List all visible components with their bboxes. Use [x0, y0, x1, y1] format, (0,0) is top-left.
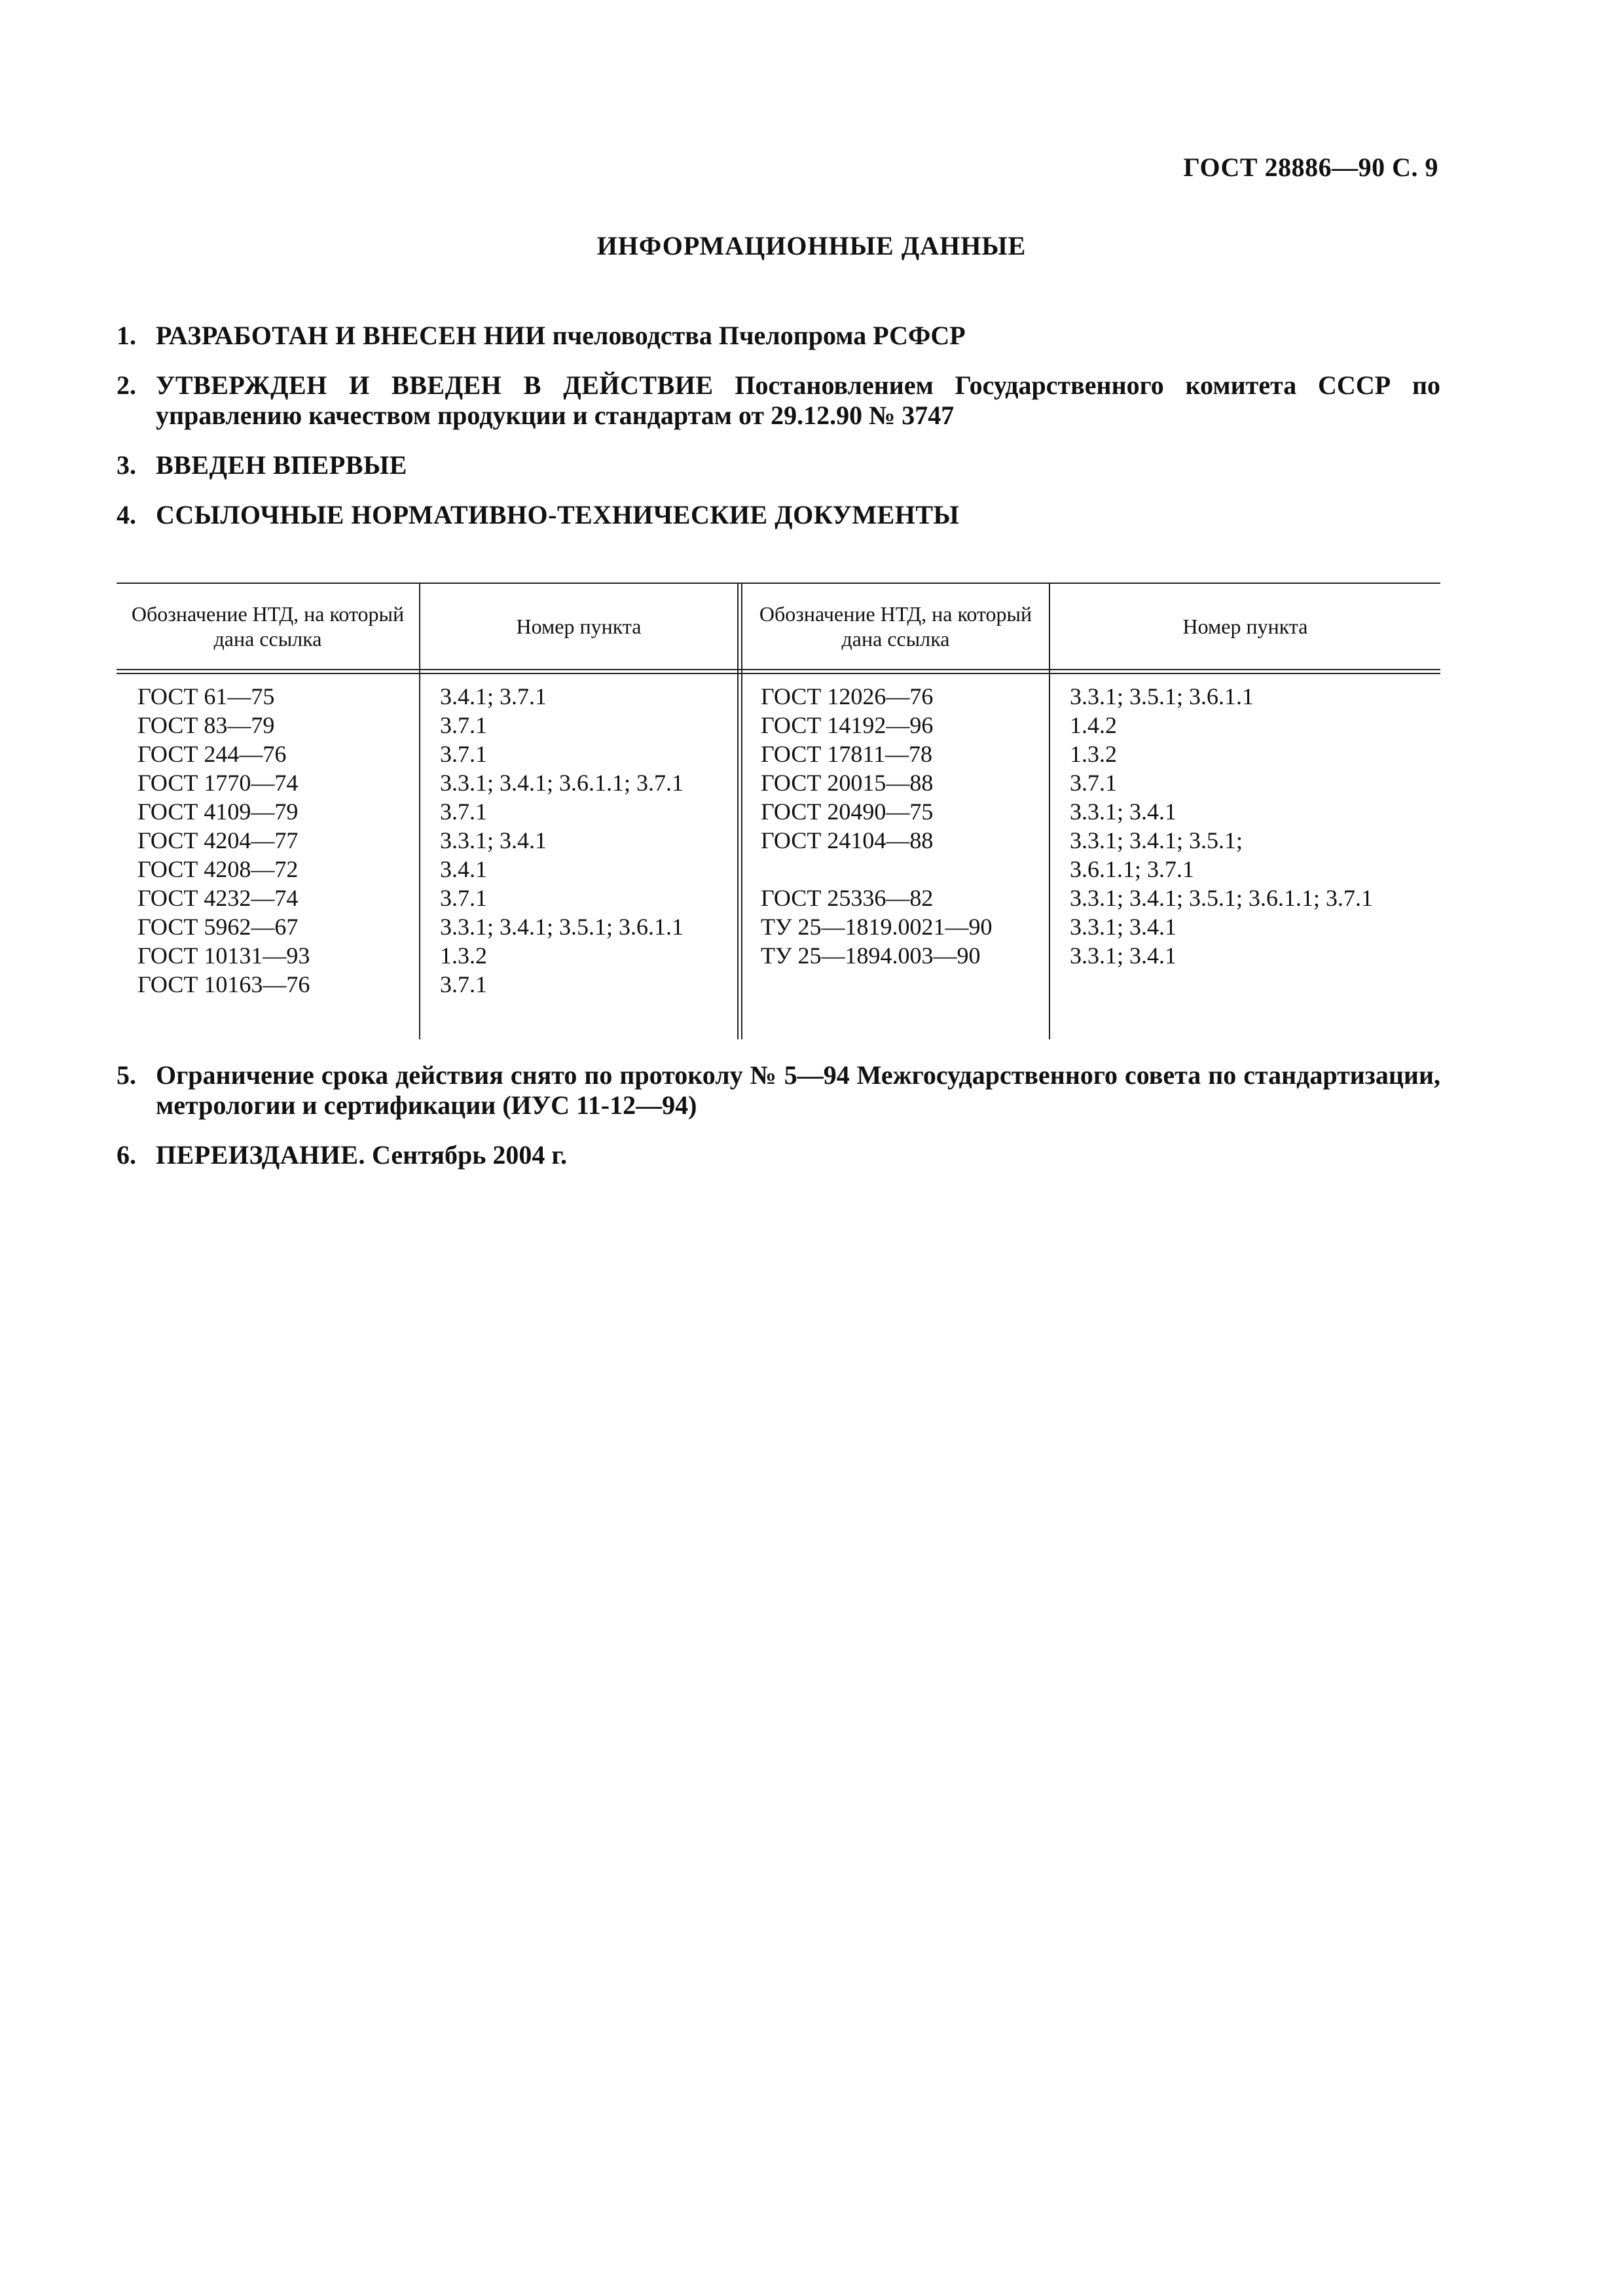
table-cell: ГОСТ 4208—72 — [137, 856, 299, 882]
table-cell: 3.4.1 — [440, 856, 487, 882]
info-item-1 — [117, 321, 1440, 351]
table-cell: ГОСТ 4204—77 — [137, 827, 299, 853]
item-text: Постановлением Государственного комитета СССР по управлению качеством продукции и стандартам от 29.12.90 № 3747 — [156, 370, 1441, 430]
table-cell: ГОСТ 25336—82 — [761, 885, 934, 911]
header-clause-left: Номер пункта — [516, 615, 642, 638]
column-clause-right — [1070, 682, 1373, 970]
table-cell: 3.3.1; 3.4.1; 3.5.1; 3.6.1.1; 3.7.1 — [1070, 885, 1374, 911]
table-cell: 3.7.1 — [440, 798, 487, 825]
table-cell-empty — [761, 855, 992, 884]
table-cell: 3.3.1; 3.4.1 — [1070, 942, 1177, 969]
table-cell: ГОСТ 14192—96 — [761, 712, 934, 738]
table-cell: ГОСТ 24104—88 — [761, 827, 934, 853]
table-cell: ГОСТ 1770—74 — [137, 770, 299, 796]
info-list-top — [117, 321, 1440, 550]
item-number: 5. — [117, 1060, 136, 1090]
table-cell: ТУ 25—1894.003—90 — [761, 942, 981, 969]
item-text: Ограничение срока действия снято по протоколу № 5—94 Межгосударственного совета по стандартизации, метрологии и сертификации (ИУС 11-12—94) — [156, 1060, 1440, 1120]
column-clause-left — [440, 682, 684, 999]
info-item-3 — [117, 450, 1440, 480]
table-cell: ГОСТ 244—76 — [137, 741, 287, 767]
info-list-bottom — [117, 1060, 1440, 1190]
header-clause-right: Номер пункта — [1182, 615, 1308, 638]
item-lead: ССЫЛОЧНЫЕ НОРМАТИВНО-ТЕХНИЧЕСКИЕ ДОКУМЕНТЫ — [156, 500, 960, 529]
table-cell: ГОСТ 61—75 — [137, 683, 275, 709]
table-cell: 1.3.2 — [440, 942, 487, 969]
item-number: 2. — [117, 370, 136, 400]
table-cell: 3.3.1; 3.4.1; 3.5.1; 3.6.1.1 — [440, 914, 684, 940]
item-number: 1. — [117, 321, 136, 350]
info-item-4 — [117, 500, 1440, 530]
table-double-divider — [737, 584, 742, 1039]
table-cell: 3.7.1 — [440, 712, 487, 738]
table-cell: 3.3.1; 3.5.1; 3.6.1.1 — [1070, 683, 1254, 709]
table-cell: 3.3.1; 3.4.1 — [1070, 914, 1177, 940]
table-cell: ГОСТ 4109—79 — [137, 798, 299, 825]
table-cell: ГОСТ 5962—67 — [137, 914, 299, 940]
column-designation-left — [137, 682, 310, 999]
table-cell: 1.3.2 — [1070, 741, 1117, 767]
column-designation-right — [761, 682, 992, 970]
table-cell: ГОСТ 12026—76 — [761, 683, 934, 709]
item-lead: УТВЕРЖДЕН И ВВЕДЕН В ДЕЙСТВИЕ — [156, 370, 714, 400]
table-cell: 3.6.1.1; 3.7.1 — [1070, 856, 1195, 882]
table-cell: ТУ 25—1819.0021—90 — [761, 914, 993, 940]
table-cell: 3.7.1 — [440, 741, 487, 767]
table-cell: 3.7.1 — [440, 885, 487, 911]
item-number: 6. — [117, 1140, 136, 1170]
table-header-divider — [117, 669, 1440, 674]
table-cell: ГОСТ 10163—76 — [137, 971, 310, 997]
document-title: ИНФОРМАЦИОННЫЕ ДАННЫЕ — [596, 231, 1027, 260]
item-lead: ВВЕДЕН ВПЕРВЫЕ — [156, 450, 407, 480]
item-lead: ПЕРЕИЗДАНИЕ. — [156, 1140, 366, 1170]
header-designation-left: Обозначение НТД, на который дана ссылка — [131, 602, 405, 651]
table-cell: 3.4.1; 3.7.1 — [440, 683, 547, 709]
header-designation-right: Обозначение НТД, на который дана ссылка — [759, 602, 1032, 651]
item-text: Сентябрь 2004 г. — [365, 1140, 568, 1170]
reference-documents-table — [117, 583, 1440, 1039]
table-cell: ГОСТ 83—79 — [137, 712, 275, 738]
table-cell: 3.7.1 — [440, 971, 487, 997]
table-cell: ГОСТ 10131—93 — [137, 942, 310, 969]
table-cell: 3.7.1 — [1070, 770, 1117, 796]
info-item-2 — [117, 370, 1440, 431]
table-cell: ГОСТ 20490—75 — [761, 798, 934, 825]
table-cell: ГОСТ 20015—88 — [761, 770, 934, 796]
item-text: пчеловодства Пчелопрома РСФСР — [545, 321, 966, 350]
table-cell: 3.3.1; 3.4.1; 3.6.1.1; 3.7.1 — [440, 770, 684, 796]
table-cell: ГОСТ 4232—74 — [137, 885, 299, 911]
table-cell: ГОСТ 17811—78 — [761, 741, 933, 767]
table-cell: 1.4.2 — [1070, 712, 1117, 738]
info-item-6 — [117, 1140, 1440, 1170]
item-number: 3. — [117, 450, 136, 480]
item-lead: РАЗРАБОТАН И ВНЕСЕН НИИ — [156, 321, 546, 350]
page-header: ГОСТ 28886—90 С. 9 — [1183, 152, 1438, 182]
table-cell: 3.3.1; 3.4.1; 3.5.1; — [1070, 827, 1243, 853]
table-cell: 3.3.1; 3.4.1 — [440, 827, 547, 853]
table-cell: 3.3.1; 3.4.1 — [1070, 798, 1177, 825]
item-number: 4. — [117, 500, 136, 529]
info-item-5 — [117, 1060, 1440, 1121]
